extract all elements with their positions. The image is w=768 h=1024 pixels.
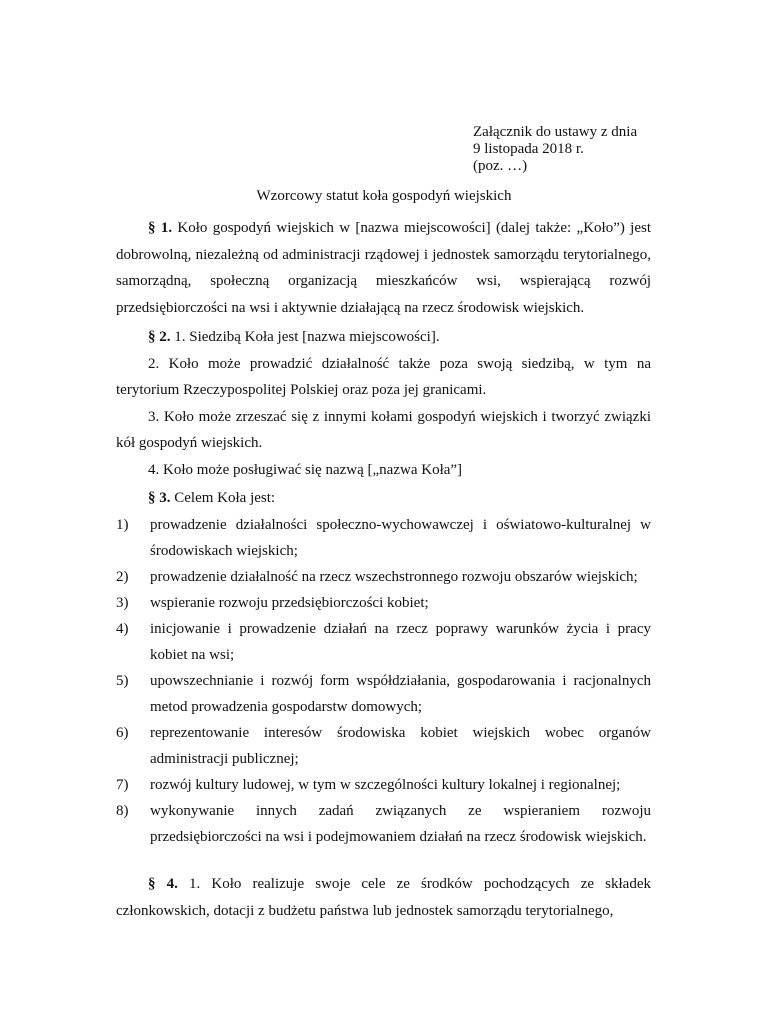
list-item-number: 5) [116, 673, 129, 689]
list-item-number: 6) [116, 725, 129, 741]
section-1-text: Koło gospodyń wiejskich w [nazwa miejscowości] (dalej także: „Koło”) jest dobrowolną, niezależną od administracji rządowej i jednostek samorządu terytorialnego, samorządną, społeczną organizacją mieszkańców wsi, wspierającą rozwój przedsiębiorczości na wsi i aktywnie działającą na rzecz środowisk wiejskich. [116, 220, 652, 316]
list-item-text: upowszechnianie i rozwój form współdziałania, gospodarowania i racjonalnych metod prowadzenia gospodarstw domowych; [150, 673, 651, 715]
section-3-number: § 3. [148, 490, 171, 506]
list-item [116, 720, 651, 772]
list-item-number: 2) [116, 569, 129, 585]
list-item [116, 616, 651, 668]
section-2-paragraph-3: 3. Koło może zrzeszać się z innymi kołami gospodyń wiejskich i tworzyć związki kół gospodyń wiejskich. [116, 408, 651, 451]
list-item-text: inicjowanie i prowadzenie działań na rzecz poprawy warunków życia i pracy kobiet na wsi; [150, 621, 651, 663]
list-item-number: 8) [116, 803, 129, 819]
list-item-text: prowadzenie działalności społeczno-wychowawczej i oświatowo-kulturalnej w środowiskach wiejskich; [150, 517, 651, 559]
section-4 [116, 871, 651, 924]
section-2-paragraph-4: 4. Koło może posługiwać się nazwą [„nazwa Koła”] [148, 461, 463, 478]
list-item-number: 1) [116, 517, 129, 533]
section-2-paragraph-1 [116, 324, 651, 351]
section-3-paragraph [116, 485, 651, 512]
section-3-text: Celem Koła jest: [170, 490, 276, 506]
annex-line-1: Załącznik do ustawy z dnia [473, 124, 638, 140]
list-item-text: reprezentowanie interesów środowiska kobiet wiejskich wobec organów administracji publicznej; [150, 725, 651, 767]
section-2 [116, 324, 651, 483]
list-item [116, 772, 651, 798]
section-3-list [116, 512, 651, 850]
section-3-heading [116, 485, 651, 512]
section-1 [116, 215, 651, 321]
list-item-text: wspieranie rozwoju przedsiębiorczości kobiet; [150, 595, 429, 611]
section-4-paragraph [116, 871, 651, 924]
annex-line-3: (poz. …) [473, 158, 528, 174]
list-item-number: 7) [116, 777, 129, 793]
section-4-text: 1. Koło realizuje swoje cele ze środków pochodzących ze składek członkowskich, dotacji z budżetu państwa lub jednostek samorządu terytorialnego, [116, 876, 652, 919]
section-1-paragraph [116, 215, 651, 321]
annex-note [473, 124, 637, 175]
list-item-text: prowadzenie działalność na rzecz wszechstronnego rozwoju obszarów wiejskich; [150, 569, 638, 585]
section-4-number: § 4. [148, 876, 178, 892]
list-item [116, 564, 651, 590]
list-item-number: 4) [116, 621, 129, 637]
document-title: Wzorcowy statut koła gospodyń wiejskich [256, 188, 512, 204]
section-2-number: § 2. [148, 329, 171, 345]
list-item-number: 3) [116, 595, 129, 611]
list-item [116, 798, 651, 850]
section-1-number: § 1. [148, 220, 173, 236]
list-item-text: wykonywanie innych zadań związanych ze wspieraniem rozwoju przedsiębiorczości na wsi i podejmowaniem działań na rzecz środowisk wiejskich. [150, 803, 651, 845]
list-item-text: rozwój kultury ludowej, w tym w szczególności kultury lokalnej i regionalnej; [150, 777, 621, 793]
list-item [116, 668, 651, 720]
section-2-text-1: 1. Siedzibą Koła jest [nazwa miejscowości]. [170, 329, 440, 345]
section-2-paragraph-2: 2. Koło może prowadzić działalność także poza swoją siedzibą, w tym na terytorium Rzeczypospolitej Polskiej oraz poza jej granicami. [116, 355, 651, 398]
annex-line-2: 9 listopada 2018 r. [473, 141, 584, 157]
list-item [116, 512, 651, 564]
list-item [116, 590, 651, 616]
